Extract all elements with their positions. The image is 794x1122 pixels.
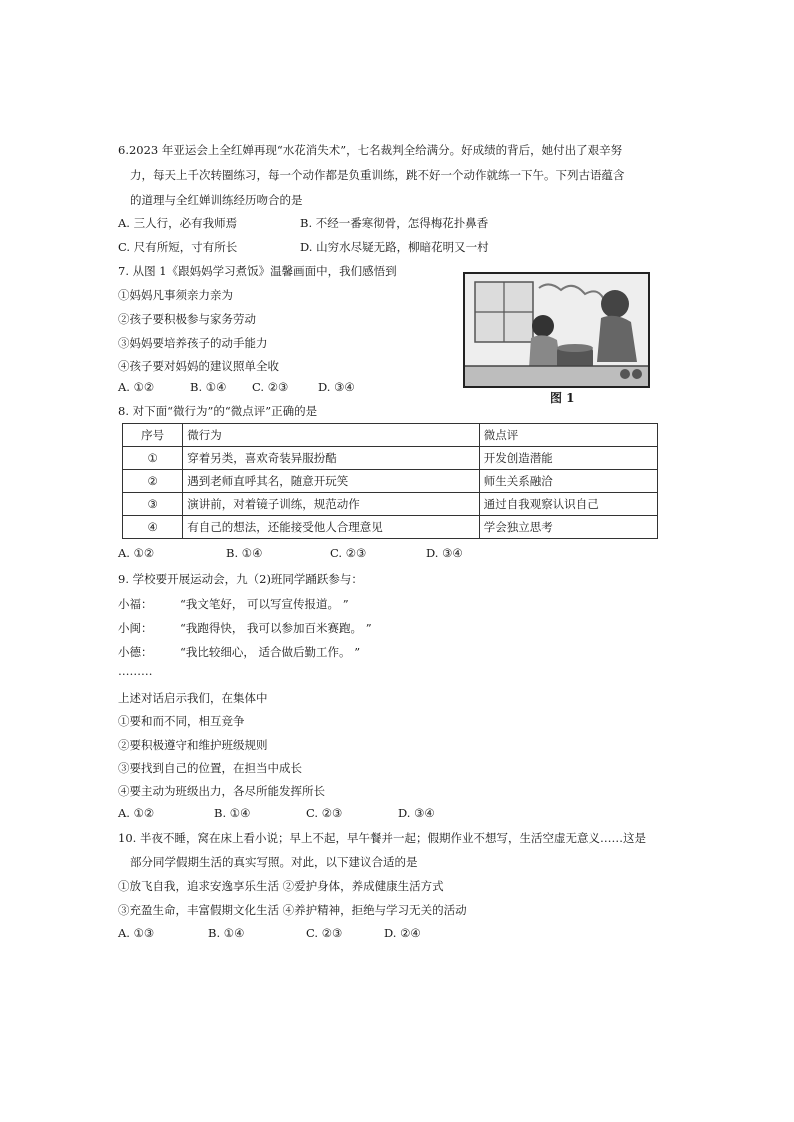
q9-option-a: A. ①② xyxy=(118,806,155,820)
q9-quote-3: “我比较细心， 适合做后勤工作。 ” xyxy=(180,645,361,659)
table-header: 微行为 xyxy=(183,424,479,447)
q10-stem-line-1: 10. 半夜不睡，窝在床上看小说；早上不起，早午餐并一起；假期作业不想写，生活空虚无意义……这是 xyxy=(118,831,646,845)
q9-stem: 9. 学校要开展运动会，九（2)班同学踊跃参与： xyxy=(118,572,363,586)
q7-item-2: ②孩子要积极参与家务劳动 xyxy=(118,312,256,326)
table-cell: 演讲前，对着镜子训练，规范动作 xyxy=(183,493,479,516)
q9-item-3: ③要找到自己的位置，在担当中成长 xyxy=(118,761,302,775)
q8-option-c: C. ②③ xyxy=(330,546,367,560)
q10-items-line-1: ①放飞自我，追求安逸享乐生活 ②爱护身体，养成健康生活方式 xyxy=(118,879,444,893)
table-cell: 学会独立思考 xyxy=(479,516,657,539)
q7-option-b: B. ①④ xyxy=(190,380,227,394)
q8-stem: 8. 对下面“微行为”的“微点评”正确的是 xyxy=(118,404,318,418)
q7-item-1: ①妈妈凡事须亲力亲为 xyxy=(118,288,233,302)
table-cell: ④ xyxy=(123,516,183,539)
q9-option-d: D. ③④ xyxy=(398,806,435,820)
table-cell: ③ xyxy=(123,493,183,516)
q7-item-3: ③妈妈要培养孩子的动手能力 xyxy=(118,336,268,350)
q8-option-a: A. ①② xyxy=(118,546,155,560)
q9-speaker-3: 小德： xyxy=(118,645,153,659)
q10-option-c: C. ②③ xyxy=(306,926,343,940)
q7-stem: 7. 从图 1《跟妈妈学习煮饭》温馨画面中，我们感悟到 xyxy=(118,264,397,278)
q10-option-d: D. ②④ xyxy=(384,926,421,940)
q10-items-line-2: ③充盈生命，丰富假期文化生活 ④养护精神，拒绝与学习无关的活动 xyxy=(118,903,467,917)
table-cell: 有自己的想法，还能接受他人合理意见 xyxy=(183,516,479,539)
table-header: 微点评 xyxy=(479,424,657,447)
table-header-row xyxy=(123,424,658,447)
q8-option-b: B. ①④ xyxy=(226,546,263,560)
q6-option-a: A. 三人行，必有我师焉 xyxy=(118,216,238,230)
table-row xyxy=(123,493,658,516)
q6-option-b: B. 不经一番寒彻骨，怎得梅花扑鼻香 xyxy=(300,216,489,230)
table-row xyxy=(123,516,658,539)
q6-stem-line-1: 6.2023 年亚运会上全红婵再现“水花消失术”，七名裁判全给满分。好成绩的背后，她付出了艰辛努 xyxy=(118,143,623,157)
q7-option-c: C. ②③ xyxy=(252,380,289,394)
q9-option-c: C. ②③ xyxy=(306,806,343,820)
q6-option-d: D. 山穷水尽疑无路，柳暗花明又一村 xyxy=(300,240,489,254)
micro-behavior-table xyxy=(122,423,658,539)
q9-ellipsis: ……… xyxy=(118,664,153,678)
table-row xyxy=(123,470,658,493)
q10-stem-line-2: 部分同学假期生活的真实写照。对此，以下建议合适的是 xyxy=(130,855,418,869)
table-cell: 穿着另类，喜欢奇装异服扮酷 xyxy=(183,447,479,470)
q9-speaker-2: 小闽： xyxy=(118,621,153,635)
table-row xyxy=(123,447,658,470)
figure-1-caption: 图 1 xyxy=(550,391,575,405)
table-cell: 开发创造潜能 xyxy=(479,447,657,470)
q9-item-1: ①要和而不同，相互竞争 xyxy=(118,714,245,728)
table-cell: ② xyxy=(123,470,183,493)
q9-quote-2: “我跑得快， 我可以参加百米赛跑。 ” xyxy=(180,621,372,635)
q9-lead: 上述对话启示我们，在集体中 xyxy=(118,691,268,705)
q9-item-2: ②要积极遵守和维护班级规则 xyxy=(118,738,268,752)
table-cell: 通过自我观察认识自己 xyxy=(479,493,657,516)
q7-option-d: D. ③④ xyxy=(318,380,355,394)
q6-option-c: C. 尺有所短，寸有所长 xyxy=(118,240,238,254)
q9-item-4: ④要主动为班级出力，各尽所能发挥所长 xyxy=(118,784,325,798)
q10-option-a: A. ①③ xyxy=(118,926,155,940)
q9-quote-1: “我文笔好， 可以写宣传报道。 ” xyxy=(180,597,349,611)
table-cell: ① xyxy=(123,447,183,470)
q7-option-a: A. ①② xyxy=(118,380,155,394)
table-header: 序号 xyxy=(123,424,183,447)
table-cell: 师生关系融洽 xyxy=(479,470,657,493)
q9-speaker-1: 小福： xyxy=(118,597,153,611)
q7-item-4: ④孩子要对妈妈的建议照单全收 xyxy=(118,359,279,373)
cooking-scene-drawing xyxy=(465,274,648,386)
table-cell: 遇到老师直呼其名，随意开玩笑 xyxy=(183,470,479,493)
q9-option-b: B. ①④ xyxy=(214,806,251,820)
q10-option-b: B. ①④ xyxy=(208,926,245,940)
q8-option-d: D. ③④ xyxy=(426,546,463,560)
q6-stem-line-2: 力，每天上千次转圈练习，每一个动作都是负重训练，跳不好一个动作就练一下午。下列古语蕴含 xyxy=(130,168,625,182)
figure-1-illustration xyxy=(463,272,650,388)
q6-stem-line-3: 的道理与全红婵训练经历吻合的是 xyxy=(130,193,303,207)
